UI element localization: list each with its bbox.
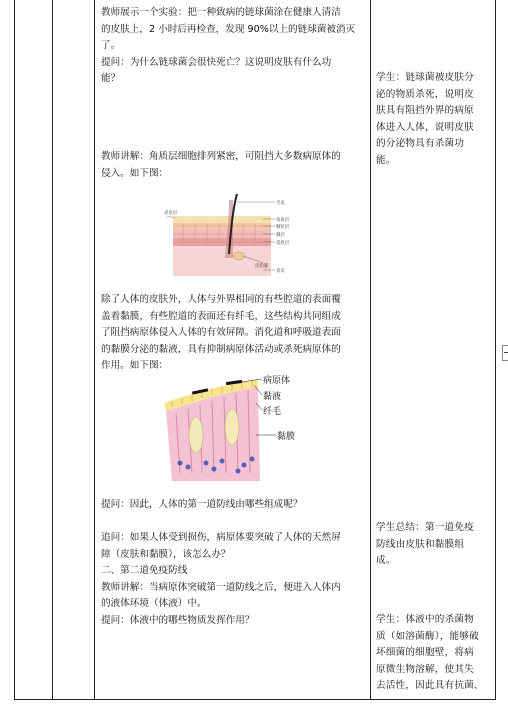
- goblet-cell: [225, 409, 239, 445]
- teacher-explanation-1: [101, 149, 369, 182]
- granular-layer: [173, 223, 271, 230]
- table-border-bottom: [14, 699, 496, 700]
- text-line: 教师讲解：角质层细胞排列紧密，可阻挡大多数病原体的: [101, 151, 341, 162]
- text-line: 盖着黏膜，有些腔道的表面还有纤毛，这些结构共同组成: [101, 310, 341, 322]
- text-line: 去活性，因此具有抗菌、: [376, 680, 484, 691]
- label-pathogen: 病原体: [263, 376, 291, 386]
- label-cilia: 纤毛: [263, 407, 282, 417]
- mucosa-cilia-figure: [162, 373, 322, 483]
- text-line: 能。: [376, 154, 396, 166]
- text-line: 原微生物溶解，使其失: [376, 663, 474, 675]
- student-answer-3: [376, 612, 492, 695]
- text-line: 坏细菌的细胞壁，将病: [376, 647, 474, 658]
- text-line: 质（如溶菌酶），能够破: [376, 630, 479, 642]
- text-line: 学生：体液中的杀菌物: [376, 614, 474, 625]
- student-answer-2: [376, 520, 492, 570]
- teacher-paragraph-2: [101, 292, 369, 375]
- text-line: 追问：如果人体受到损伤，病原体要突破了人体的天然屏: [101, 532, 341, 543]
- text-line: 提问：为什么链球菌会很快死亡？这说明皮肤有什么功: [101, 56, 332, 68]
- label-granular: 颗粒层: [276, 225, 290, 230]
- text-line: 学生：链球菌被皮肤分: [376, 72, 474, 83]
- text-line: 作用。如下图：: [101, 360, 169, 371]
- student-answer-1: [376, 70, 492, 169]
- text-line: 提问：因此，人体的第一道防线由哪些组成呢？: [101, 499, 303, 510]
- label-spinous: 棘层: [276, 233, 285, 238]
- text-line: 教师展示一个实验：把一种致病的链球菌涂在健康人清洁: [101, 7, 341, 18]
- skin-cross-section-figure: [163, 188, 306, 281]
- section-heading: 二、第二道免疫防线: [101, 565, 188, 576]
- goblet-cell: [189, 417, 203, 453]
- table-col-divider-2: [94, 0, 95, 700]
- text-line: 除了人体的皮肤外，人体与外界相同的有些腔道的表面覆: [101, 294, 341, 305]
- label-hair: 毛发: [276, 201, 285, 206]
- side-scroll-tab[interactable]: [502, 345, 508, 361]
- label-membrane: 黏膜: [277, 432, 296, 442]
- table-col-divider-3: [370, 0, 371, 700]
- dermis-layer: [173, 246, 271, 276]
- label-dermis: 真皮: [276, 269, 285, 274]
- text-line: 防线由皮肤和黏膜组: [376, 538, 465, 550]
- label-stratum: 角质层: [276, 218, 290, 223]
- text-line: 的黏膜分泌的黏液，具有抑制病原体活动或杀死病原体的: [101, 343, 341, 355]
- text-line: 肤具有阻挡外界的病原: [376, 105, 474, 116]
- text-line: 了。: [101, 40, 121, 51]
- text-line: 了阻挡病原体侵入人体的有效屏障。消化道和呼吸道表面: [101, 327, 341, 338]
- text-line: 泌的物质杀死，说明皮: [376, 88, 474, 100]
- stratum-corneum-layer: [173, 216, 271, 223]
- text-line: 障（皮肤和黏膜），该怎么办？: [101, 548, 231, 560]
- text-line: 教师讲解：当病原体突破第一道防线之后，便进入人体内: [101, 581, 341, 593]
- text-line: 的液体环境（体液）中。: [101, 598, 207, 609]
- text-line: 的分泌物具有杀菌功: [376, 138, 465, 149]
- text-line: 的皮肤上，2 小时后再检查，发现 90%以上的链球菌被消灭: [101, 23, 356, 35]
- table-border-left: [14, 0, 15, 700]
- table-col-divider-1: [52, 0, 53, 700]
- teacher-text: [101, 5, 369, 88]
- table-border-right: [495, 0, 496, 700]
- text-line: 体进入人体，说明皮肤: [376, 121, 474, 133]
- text-line: 学生总结：第一道免疫: [376, 522, 474, 533]
- label-basal: 基底层: [276, 241, 290, 246]
- label-mucus: 黏液: [263, 392, 282, 402]
- text-line: 能？: [101, 73, 121, 84]
- label-epidermis: 表皮层: [164, 211, 178, 216]
- teacher-followup: [101, 530, 369, 629]
- text-line: 成。: [376, 555, 396, 566]
- teacher-question-2: [101, 497, 369, 514]
- label-sebaceous: 皮脂腺: [255, 264, 269, 269]
- text-line: 提问：体液中的哪些物质发挥作用？: [101, 614, 255, 626]
- text-line: 侵入。如下图：: [101, 167, 169, 179]
